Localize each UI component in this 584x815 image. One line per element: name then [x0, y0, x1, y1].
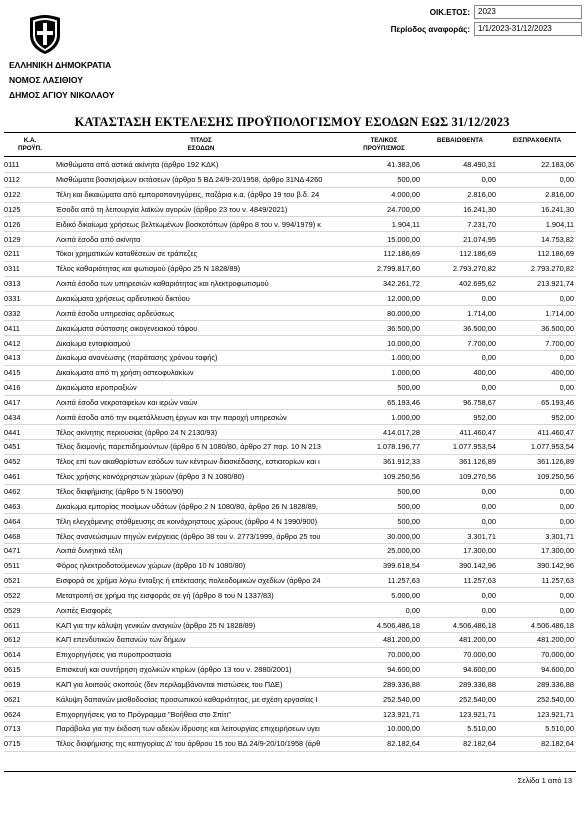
- account-code-cell: 0417: [4, 395, 56, 410]
- confirmed-amount-cell: 3.301,71: [422, 529, 498, 544]
- collected-amount-cell: 70.000,00: [498, 647, 576, 662]
- confirmed-amount-cell: 0,00: [422, 588, 498, 603]
- revenue-title-cell: Τέλη και δικαιώματα από εμποροπανηγύρεις, παζάρια κ.α. (άρθρο 19 του β.δ. 24: [56, 187, 346, 202]
- org-line-2: ΝΟΜΟΣ ΛΑΣΙΘΙΟΥ: [9, 75, 83, 85]
- confirmed-amount-cell: 390.142,96: [422, 558, 498, 573]
- collected-amount-cell: 112.186,69: [498, 247, 576, 262]
- collected-amount-cell: 952,00: [498, 410, 576, 425]
- revenue-title-cell: Ειδικό δικαίωμα χρήσεως βελτιωμένων βοσκοτόπων (άρθρο 8 του ν. 994/1979) κ: [56, 217, 346, 232]
- revenue-title-cell: Λοιπά έσοδα των υπηρεσιών καθαριότητας και ηλεκτροφωτισμού: [56, 276, 346, 291]
- confirmed-amount-cell: 411.460,47: [422, 425, 498, 440]
- revenue-title-cell: Λοιπά έσοδα υπηρεσίας αρδεύσεως: [56, 306, 346, 321]
- header-top-rule: [4, 132, 576, 133]
- confirmed-amount-cell: 112.186,69: [422, 247, 498, 262]
- account-code-cell: 0415: [4, 365, 56, 380]
- confirmed-amount-cell: 0,00: [422, 172, 498, 187]
- collected-amount-cell: 123.921,71: [498, 707, 576, 722]
- account-code-cell: 0715: [4, 736, 56, 751]
- final-budget-cell: 65.193,46: [346, 395, 422, 410]
- final-budget-cell: 500,00: [346, 484, 422, 499]
- revenue-table-body: [4, 158, 576, 751]
- fiscal-year-value: 2023: [474, 5, 582, 19]
- confirmed-amount-cell: 0,00: [422, 291, 498, 306]
- confirmed-amount-cell: 1.077.953,54: [422, 440, 498, 455]
- confirmed-amount-cell: 0,00: [422, 484, 498, 499]
- confirmed-amount-cell: 82.182,64: [422, 736, 498, 751]
- account-code-cell: 0471: [4, 543, 56, 558]
- account-code-cell: 0411: [4, 321, 56, 336]
- account-code-cell: 0522: [4, 588, 56, 603]
- account-code-cell: 0621: [4, 692, 56, 707]
- table-row: [4, 484, 576, 499]
- confirmed-amount-cell: 11.257,63: [422, 573, 498, 588]
- final-budget-cell: 1.000,00: [346, 410, 422, 425]
- revenue-title-cell: Λοιπές Εισφορές: [56, 603, 346, 618]
- collected-amount-cell: 0,00: [498, 172, 576, 187]
- collected-amount-cell: 0,00: [498, 514, 576, 529]
- footer-rule: [4, 771, 576, 772]
- account-code-cell: 0129: [4, 232, 56, 247]
- account-code-cell: 0331: [4, 291, 56, 306]
- greek-emblem-icon: [27, 13, 63, 55]
- account-code-cell: 0612: [4, 633, 56, 648]
- revenue-title-cell: Παράβολα για την έκδοση των αδειών ίδρυσης και λειτουργίας επιχειρήσεων υγει: [56, 722, 346, 737]
- final-budget-cell: 11.257,63: [346, 573, 422, 588]
- collected-amount-cell: 3.301,71: [498, 529, 576, 544]
- table-row: [4, 722, 576, 737]
- table-row: [4, 395, 576, 410]
- account-code-cell: 0332: [4, 306, 56, 321]
- col-confirmed-header: ΒΕΒΑΙΩΘΕΝΤΑ: [436, 137, 484, 144]
- table-row: [4, 499, 576, 514]
- final-budget-cell: 4.506.486,18: [346, 618, 422, 633]
- revenue-title-cell: Τέλος διαφήμισης της κατηγορίας Δ' του άρθρου 15 του ΒΔ 24/9-20/10/1958 (άρθ: [56, 736, 346, 751]
- table-row: [4, 558, 576, 573]
- collected-amount-cell: 82.182,64: [498, 736, 576, 751]
- table-row: [4, 350, 576, 365]
- table-row: [4, 469, 576, 484]
- final-budget-cell: 25.000,00: [346, 543, 422, 558]
- account-code-cell: 0451: [4, 440, 56, 455]
- table-row: [4, 276, 576, 291]
- final-budget-cell: 414.017,28: [346, 425, 422, 440]
- col-code-header: [4, 137, 56, 153]
- page-number: Σελίδα 1 από 13: [517, 776, 572, 785]
- account-code-cell: 0614: [4, 647, 56, 662]
- revenue-title-cell: Μετατροπή σε χρήμα της εισφοράς σε γή (άρθρο 8 του Ν 1337/83): [56, 588, 346, 603]
- confirmed-amount-cell: 17.300,00: [422, 543, 498, 558]
- confirmed-amount-cell: 4.506.486,18: [422, 618, 498, 633]
- account-code-cell: 0611: [4, 618, 56, 633]
- table-row: [4, 633, 576, 648]
- table-row: [4, 440, 576, 455]
- revenue-title-cell: Τέλος επί των ακαθαρίστων εσόδων των κέντρων διασκέδασης, εστιατορίων και ι: [56, 454, 346, 469]
- account-code-cell: 0463: [4, 499, 56, 514]
- confirmed-amount-cell: 361.126,89: [422, 454, 498, 469]
- table-row: [4, 692, 576, 707]
- final-budget-cell: 1.904,11: [346, 217, 422, 232]
- table-row: [4, 425, 576, 440]
- collected-amount-cell: 411.460,47: [498, 425, 576, 440]
- collected-amount-cell: 109.250,56: [498, 469, 576, 484]
- final-budget-cell: 1.000,00: [346, 365, 422, 380]
- final-budget-cell: 15.000,00: [346, 232, 422, 247]
- final-budget-cell: 70.000,00: [346, 647, 422, 662]
- table-row: [4, 618, 576, 633]
- collected-amount-cell: 22.183,06: [498, 158, 576, 172]
- final-budget-cell: 12.000,00: [346, 291, 422, 306]
- revenue-title-cell: Δικαιώματα χρήσεως αρδευτικού δικτύου: [56, 291, 346, 306]
- confirmed-amount-cell: 400,00: [422, 365, 498, 380]
- final-budget-cell: 342.261,72: [346, 276, 422, 291]
- table-row: [4, 336, 576, 351]
- collected-amount-cell: 481.200,00: [498, 633, 576, 648]
- col-title-header: [56, 137, 346, 153]
- report-meta: [386, 5, 582, 39]
- final-budget-cell: 36.500,00: [346, 321, 422, 336]
- account-code-cell: 0413: [4, 350, 56, 365]
- account-code-cell: 0511: [4, 558, 56, 573]
- revenue-title-cell: Κάλυψη δαπανών μισθοδοσίας προσωπικού καθαριότητας, με σχέση εργασίας Ι: [56, 692, 346, 707]
- revenue-title-cell: Τέλη ελεγχόμενης στάθμευσης σε κοινόχρηστους χώρους (άρθρο 4 Ν 1990/900): [56, 514, 346, 529]
- table-row: [4, 247, 576, 262]
- confirmed-amount-cell: 48.490,31: [422, 158, 498, 172]
- confirmed-amount-cell: 123.921,71: [422, 707, 498, 722]
- final-budget-cell: 109.250,56: [346, 469, 422, 484]
- final-budget-cell: 41.383,06: [346, 158, 422, 172]
- col-title-header-line2: ΕΣΟΔΩΝ: [187, 145, 215, 152]
- final-budget-cell: 500,00: [346, 514, 422, 529]
- table-row: [4, 662, 576, 677]
- collected-amount-cell: 390.142,96: [498, 558, 576, 573]
- final-budget-cell: 10.000,00: [346, 336, 422, 351]
- fiscal-year-label: ΟΙΚ.ΕΤΟΣ:: [429, 7, 470, 17]
- col-final-header: [346, 137, 422, 153]
- account-code-cell: 0434: [4, 410, 56, 425]
- confirmed-amount-cell: 109.270,56: [422, 469, 498, 484]
- revenue-table: [4, 158, 576, 752]
- revenue-title-cell: Δικαιώματα σύστασης οικογενειακού τάφου: [56, 321, 346, 336]
- final-budget-cell: 4.000,00: [346, 187, 422, 202]
- account-code-cell: 0112: [4, 172, 56, 187]
- confirmed-amount-cell: 252.540,00: [422, 692, 498, 707]
- confirmed-amount-cell: 94.600,00: [422, 662, 498, 677]
- table-row: [4, 172, 576, 187]
- account-code-cell: 0462: [4, 484, 56, 499]
- revenue-title-cell: ΚΑΠ για λοιπούς σκοπούς (δεν περιλαμβάνονται πιστώσεις του ΠΔΕ): [56, 677, 346, 692]
- table-row: [4, 217, 576, 232]
- col-collected-header: ΕΙΣΠΡΑΧΘΕΝΤΑ: [512, 137, 562, 144]
- table-row: [4, 529, 576, 544]
- revenue-title-cell: Τέλος διαφήμισης (άρθρο 5 Ν 1900/90): [56, 484, 346, 499]
- collected-amount-cell: 17.300,00: [498, 543, 576, 558]
- account-code-cell: 0464: [4, 514, 56, 529]
- confirmed-amount-cell: 36.500,00: [422, 321, 498, 336]
- revenue-title-cell: Επισκευή και συντήρηση σχολικών κτιρίων (άρθρο 13 του ν. 2880/2001): [56, 662, 346, 677]
- revenue-title-cell: Τέλος χρήσης κοινόχρηστων χώρων (άρθρο 3 Ν 1080/80): [56, 469, 346, 484]
- confirmed-amount-cell: 70.000,00: [422, 647, 498, 662]
- revenue-title-cell: Τόκοι χρηματικών καταθέσεων σε τράπεζες: [56, 247, 346, 262]
- collected-amount-cell: 289.336,88: [498, 677, 576, 692]
- table-row: [4, 158, 576, 172]
- table-row: [4, 291, 576, 306]
- revenue-title-cell: Τέλος ανανεώσιμων πηγών ενέργειας (άρθρο 38 του ν. 2773/1999, άρθρο 25 του: [56, 529, 346, 544]
- account-code-cell: 0111: [4, 158, 56, 172]
- org-line-3: ΔΗΜΟΣ ΑΓΙΟΥ ΝΙΚΟΛΑΟΥ: [9, 90, 115, 100]
- collected-amount-cell: 11.257,63: [498, 573, 576, 588]
- table-row: [4, 380, 576, 395]
- collected-amount-cell: 94.600,00: [498, 662, 576, 677]
- revenue-title-cell: Φόρος ηλεκτροδοτούμενων χώρων (άρθρο 10 Ν 1080/80): [56, 558, 346, 573]
- table-header: [4, 135, 576, 155]
- collected-amount-cell: 14.753,82: [498, 232, 576, 247]
- confirmed-amount-cell: 1.714,00: [422, 306, 498, 321]
- account-code-cell: 0313: [4, 276, 56, 291]
- confirmed-amount-cell: 5.510,00: [422, 722, 498, 737]
- revenue-title-cell: Δικαιώματα ιεροπραξιών: [56, 380, 346, 395]
- account-code-cell: 0452: [4, 454, 56, 469]
- org-line-1: ΕΛΛΗΝΙΚΗ ΔΗΜΟΚΡΑΤΙΑ: [9, 60, 112, 70]
- col-title-header-line1: ΤΙΤΛΟΣ: [190, 137, 212, 144]
- table-row: [4, 410, 576, 425]
- confirmed-amount-cell: 0,00: [422, 350, 498, 365]
- collected-amount-cell: 252.540,00: [498, 692, 576, 707]
- collected-amount-cell: 213.921,74: [498, 276, 576, 291]
- header-bottom-rule: [4, 156, 576, 157]
- account-code-cell: 0412: [4, 336, 56, 351]
- account-code-cell: 0624: [4, 707, 56, 722]
- final-budget-cell: 123.921,71: [346, 707, 422, 722]
- organization-header: [9, 58, 114, 103]
- revenue-title-cell: Επιχορηγήσεις για το Πρόγραμμα "Βοήθεια στο Σπίτι": [56, 707, 346, 722]
- table-row: [4, 588, 576, 603]
- final-budget-cell: 94.600,00: [346, 662, 422, 677]
- revenue-title-cell: Δικαίωμα ανανέωσης (παράτασης χρόνου ταφής): [56, 350, 346, 365]
- collected-amount-cell: 0,00: [498, 499, 576, 514]
- confirmed-amount-cell: 952,00: [422, 410, 498, 425]
- confirmed-amount-cell: 0,00: [422, 499, 498, 514]
- revenue-title-cell: Επιχορηγήσεις για πυροπροστασία: [56, 647, 346, 662]
- revenue-title-cell: Λοιπά έσοδα νεκροταφείων και ιερών ναών: [56, 395, 346, 410]
- table-row: [4, 647, 576, 662]
- final-budget-cell: 0,00: [346, 603, 422, 618]
- final-budget-cell: 1.078.196,77: [346, 440, 422, 455]
- revenue-title-cell: Εισφορά σε χρήμα λόγω ένταξης ή επέκτασης πολεοδομικών σχεδίων (άρθρο 24: [56, 573, 346, 588]
- collected-amount-cell: 2.816,00: [498, 187, 576, 202]
- period-value: 1/1/2023-31/12/2023: [474, 22, 582, 36]
- account-code-cell: 0713: [4, 722, 56, 737]
- collected-amount-cell: 2.793.270,82: [498, 261, 576, 276]
- revenue-title-cell: Δικαίωματα από τη χρήση οστεοφυλακίων: [56, 365, 346, 380]
- confirmed-amount-cell: 7.231,70: [422, 217, 498, 232]
- fiscal-year-row: [386, 5, 582, 19]
- account-code-cell: 0416: [4, 380, 56, 395]
- final-budget-cell: 361.912,33: [346, 454, 422, 469]
- collected-amount-cell: 36.500,00: [498, 321, 576, 336]
- final-budget-cell: 500,00: [346, 172, 422, 187]
- final-budget-cell: 1.000,00: [346, 350, 422, 365]
- table-row: [4, 306, 576, 321]
- account-code-cell: 0211: [4, 247, 56, 262]
- table-row: [4, 514, 576, 529]
- account-code-cell: 0529: [4, 603, 56, 618]
- account-code-cell: 0126: [4, 217, 56, 232]
- account-code-cell: 0125: [4, 202, 56, 217]
- revenue-title-cell: ΚΑΠ επενδυτικών δαπανών των δήμων: [56, 633, 346, 648]
- table-row: [4, 707, 576, 722]
- revenue-title-cell: Λοιπά έσοδα από την εκμετάλλευση έργων και την παροχή υπηρεσιών: [56, 410, 346, 425]
- revenue-title-cell: Τέλος καθαριότητας και φωτισμού (άρθρο 25 Ν 1828/89): [56, 261, 346, 276]
- confirmed-amount-cell: 0,00: [422, 514, 498, 529]
- table-row: [4, 573, 576, 588]
- account-code-cell: 0441: [4, 425, 56, 440]
- revenue-title-cell: Δικαίωμα εμπορίας ποσίμων υδάτων (άρθρο 2 Ν 1080/80, άρθρο 26 Ν 1828/89,: [56, 499, 346, 514]
- table-row: [4, 454, 576, 469]
- table-row: [4, 736, 576, 751]
- revenue-title-cell: ΚΑΠ για την κάλυψη γενικών αναγκών (άρθρο 25 Ν 1828/89): [56, 618, 346, 633]
- collected-amount-cell: 4.506.486,18: [498, 618, 576, 633]
- confirmed-amount-cell: 7.700,00: [422, 336, 498, 351]
- collected-amount-cell: 0,00: [498, 380, 576, 395]
- confirmed-amount-cell: 0,00: [422, 603, 498, 618]
- account-code-cell: 0461: [4, 469, 56, 484]
- account-code-cell: 0619: [4, 677, 56, 692]
- final-budget-cell: 289.336,88: [346, 677, 422, 692]
- collected-amount-cell: 0,00: [498, 603, 576, 618]
- table-row: [4, 261, 576, 276]
- confirmed-amount-cell: 2.816,00: [422, 187, 498, 202]
- collected-amount-cell: 1.077.953,54: [498, 440, 576, 455]
- revenue-title-cell: Τέλος διαμονής παρεπιδημούντων (άρθρο 6 Ν 1080/80, άρθρο 27 παρ. 10 Ν 213: [56, 440, 346, 455]
- collected-amount-cell: 1.714,00: [498, 306, 576, 321]
- period-row: [386, 22, 582, 36]
- table-row: [4, 202, 576, 217]
- confirmed-amount-cell: 0,00: [422, 380, 498, 395]
- revenue-title-cell: Μισθώματα βοσκησίμων εκτάσεων (άρθρο 5 ΒΔ 24/9-20/1958, άρθρο 31ΝΔ 4260: [56, 172, 346, 187]
- collected-amount-cell: 5.510,00: [498, 722, 576, 737]
- final-budget-cell: 80.000,00: [346, 306, 422, 321]
- table-row: [4, 187, 576, 202]
- period-label: Περίοδος αναφοράς:: [390, 24, 470, 34]
- collected-amount-cell: 16.241,30: [498, 202, 576, 217]
- col-code-header-line1: Κ.Α.: [23, 137, 37, 144]
- confirmed-amount-cell: 2.793.270,82: [422, 261, 498, 276]
- table-row: [4, 677, 576, 692]
- collected-amount-cell: 0,00: [498, 350, 576, 365]
- collected-amount-cell: 1.904,11: [498, 217, 576, 232]
- col-code-header-line2: ΠΡΟΫΠ.: [18, 145, 42, 152]
- account-code-cell: 0122: [4, 187, 56, 202]
- table-row: [4, 543, 576, 558]
- account-code-cell: 0311: [4, 261, 56, 276]
- collected-amount-cell: 0,00: [498, 484, 576, 499]
- final-budget-cell: 252.540,00: [346, 692, 422, 707]
- revenue-title-cell: Λοιπά δυνητικά τέλη: [56, 543, 346, 558]
- revenue-title-cell: Έσοδα από τη λειτουργία λαϊκών αγορών (άρθρο 23 του ν. 4849/2021): [56, 202, 346, 217]
- revenue-title-cell: Λοιπά έσοδα από ακίνητα: [56, 232, 346, 247]
- collected-amount-cell: 400,00: [498, 365, 576, 380]
- account-code-cell: 0521: [4, 573, 56, 588]
- table-row: [4, 365, 576, 380]
- collected-amount-cell: 0,00: [498, 588, 576, 603]
- confirmed-amount-cell: 16.241,30: [422, 202, 498, 217]
- report-title: ΚΑΤΑΣΤΑΣΗ ΕΚΤΕΛΕΣΗΣ ΠΡΟΫΠΟΛΟΓΙΣΜΟΥ ΕΣΟΔΩΝ ΕΩΣ 31/12/2023: [74, 115, 510, 129]
- collected-amount-cell: 7.700,00: [498, 336, 576, 351]
- collected-amount-cell: 65.193,46: [498, 395, 576, 410]
- final-budget-cell: 500,00: [346, 499, 422, 514]
- confirmed-amount-cell: 402.695,62: [422, 276, 498, 291]
- col-final-header-line2: ΠΡΟΫΠ/ΣΜΟΣ: [363, 145, 405, 152]
- revenue-title-cell: Δικαίωμα ενταφιασμού: [56, 336, 346, 351]
- col-final-header-line1: ΤΕΛΙΚΟΣ: [370, 137, 398, 144]
- confirmed-amount-cell: 481.200,00: [422, 633, 498, 648]
- revenue-title-cell: Μισθώματα από αστικά ακίνητα (άρθρο 192 ΚΔΚ): [56, 158, 346, 172]
- final-budget-cell: 24.700,00: [346, 202, 422, 217]
- final-budget-cell: 82.182,64: [346, 736, 422, 751]
- table-row: [4, 232, 576, 247]
- account-code-cell: 0468: [4, 529, 56, 544]
- table-row: [4, 603, 576, 618]
- confirmed-amount-cell: 289.336,88: [422, 677, 498, 692]
- confirmed-amount-cell: 96.758,67: [422, 395, 498, 410]
- final-budget-cell: 112.186,69: [346, 247, 422, 262]
- final-budget-cell: 399.618,54: [346, 558, 422, 573]
- table-row: [4, 321, 576, 336]
- final-budget-cell: 10.000,00: [346, 722, 422, 737]
- account-code-cell: 0615: [4, 662, 56, 677]
- revenue-title-cell: Τέλος ακίνητης περιουσίας (άρθρο 24 Ν 2130/93): [56, 425, 346, 440]
- collected-amount-cell: 0,00: [498, 291, 576, 306]
- collected-amount-cell: 361.126,89: [498, 454, 576, 469]
- final-budget-cell: 2.799.817,60: [346, 261, 422, 276]
- final-budget-cell: 481.200,00: [346, 633, 422, 648]
- final-budget-cell: 500,00: [346, 380, 422, 395]
- final-budget-cell: 30.000,00: [346, 529, 422, 544]
- final-budget-cell: 5.000,00: [346, 588, 422, 603]
- confirmed-amount-cell: 21.074,95: [422, 232, 498, 247]
